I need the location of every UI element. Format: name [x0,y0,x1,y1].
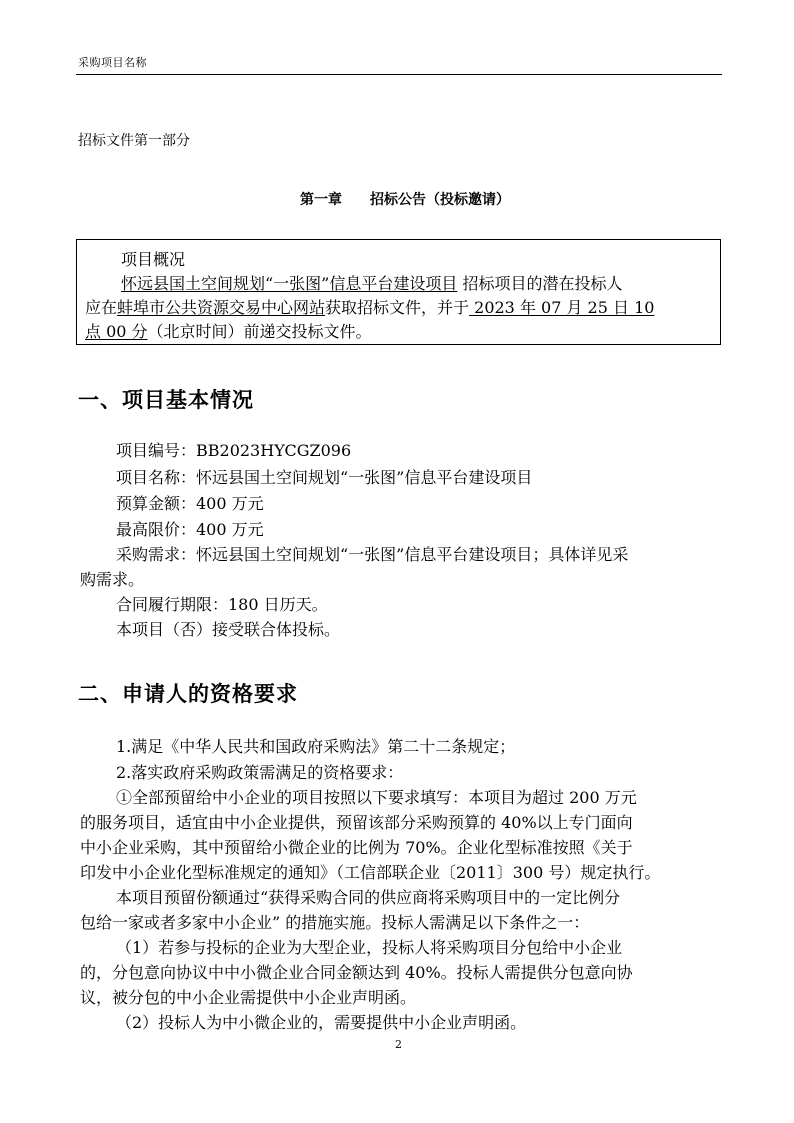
overview-line-2-prefix: 应在 [85,298,118,317]
overview-line-1-rest: 招标项目的潜在投标人 [462,274,623,293]
section-2-heading: 二、申请人的资格要求 [78,682,298,706]
requirement-1: 1.满足《中华人民共和国政府采购法》第二十二条规定； [116,737,516,756]
contract-period: 合同履行期限：180 日历天。 [116,595,328,614]
max-price: 最高限价：400 万元 [116,520,264,539]
page-number: 2 [395,1038,402,1051]
requirement-2-para-4: 印发中小企业化型标准规定的通知》（工信部联企业〔2011〕300 号）规定执行。 [80,863,661,882]
overview-line-1 [121,274,622,294]
project-overview-box [76,239,721,345]
condition-1-c: 议，被分包的中小企业需提供中小企业声明函。 [80,988,417,1007]
condition-2: （2）投标人为中小微企业的，需要提供中小企业声明函。 [116,1013,527,1032]
budget-amount: 预算金额：400 万元 [116,494,264,513]
requirement-2-para-1: ①全部预留给中小企业的项目按照以下要求填写：本项目为超过 200 万元 [116,788,637,807]
consortium-note: 本项目（否）接受联合体投标。 [116,620,341,639]
requirement-2-para-3: 中小企业采购，其中预留给小微企业的比例为 70%。企业化型标准按照《关于 [80,838,633,857]
overview-line-2-mid: 获取招标文件，并于 [325,298,470,317]
requirement-2-para-2: 的服务项目，适宜由中小企业提供，预留该部分采购预算的 40%以上专门面向 [80,813,633,832]
overview-deadline-date: 2023 年 07 月 25 日 10 [469,298,655,317]
overview-deadline-time: 点 00 分 [85,322,148,341]
overview-heading: 项目概况 [121,250,186,269]
header-rule [76,74,722,75]
reserved-share-1: 本项目预留份额通过“获得采购合同的供应商将采购项目中的一定比例分 [116,888,621,907]
section-1-heading: 一、项目基本情况 [78,388,254,412]
overview-line-3-rest: （北京时间）前递交投标文件。 [147,322,372,341]
project-name: 项目名称：怀远县国土空间规划“一张图”信息平台建设项目 [116,468,533,487]
procurement-need: 采购需求：怀远县国土空间规划“一张图”信息平台建设项目；具体详见采 [116,545,629,564]
part-title: 招标文件第一部分 [78,133,190,149]
overview-line-3 [85,322,372,342]
overview-platform: 蚌埠市公共资源交易中心网站 [117,298,326,317]
condition-1-a: （1）若参与投标的企业为大型企业，投标人将采购项目分包给中小企业 [116,938,623,957]
overview-project-name: 怀远县国土空间规划“一张图”信息平台建设项目 [121,274,458,293]
overview-line-2 [85,298,654,318]
requirement-2: 2.落实政府采购政策需满足的资格要求： [116,763,404,782]
running-header: 采购项目名称 [78,56,147,69]
procurement-need-cont: 购需求。 [80,570,145,589]
chapter-title: 第一章 招标公告（投标邀请） [300,192,510,208]
project-number: 项目编号：BB2023HYCGZ096 [116,441,352,460]
condition-1-b: 的，分包意向协议中中小微企业合同金额达到 40%。投标人需提供分包意向协 [80,963,633,982]
reserved-share-2: 包给一家或者多家中小企业” 的措施实施。投标人需满足以下条件之一： [80,913,590,932]
